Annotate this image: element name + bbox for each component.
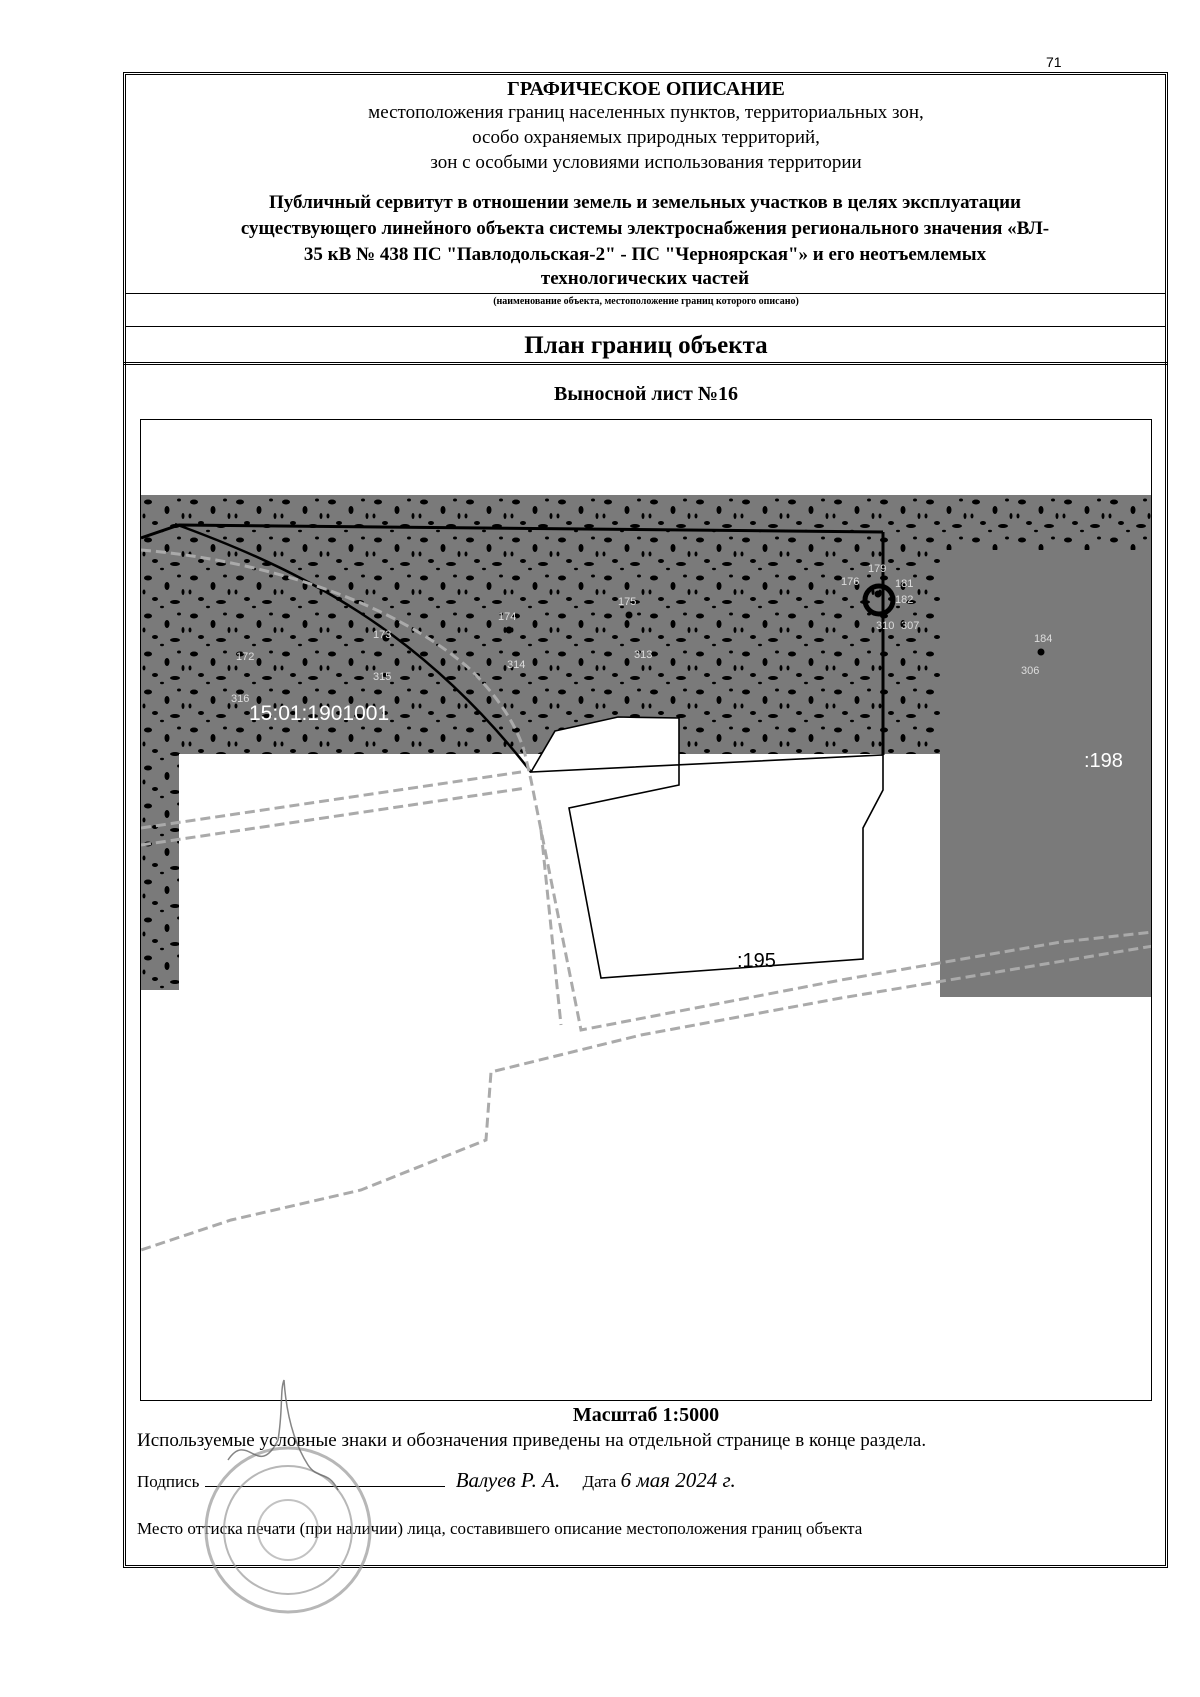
parcel-195-boundary (531, 717, 883, 978)
point-label: 310 (876, 620, 895, 632)
cadastral-block-label: 15:01:1901001 (249, 702, 390, 725)
object-name-line-4: технологических частей (540, 268, 750, 289)
point-label: 181 (895, 578, 914, 590)
object-name-line-3: 35 кВ № 438 ПС "Павлодольская-2" - ПС "Черноярская"» и его неотъемлемых (303, 244, 987, 265)
servitude-boundary (141, 772, 521, 828)
signer-name: Валуев Р. А. (455, 1468, 561, 1492)
date-value: 6 мая 2024 г. (620, 1468, 736, 1492)
subtitle-line-2: особо охраняемых природных территорий, (472, 127, 820, 148)
point-label: 175 (618, 596, 637, 608)
point-label: 182 (895, 594, 914, 606)
parcel-label: :195 (737, 950, 776, 972)
object-name-line-1: Публичный сервитут в отношении земель и земельных участков в целях эксплуатации (269, 192, 1021, 213)
map-scale: Масштаб 1:5000 (572, 1404, 720, 1426)
subtitle-line-3: зон с особыми условиями использования территории (430, 152, 862, 173)
parcel-198-area (940, 550, 1152, 997)
point-label: 316 (231, 693, 250, 705)
map-drawing (141, 420, 1152, 1401)
point-label: 176 (841, 576, 860, 588)
sheet-title: Выносной лист №16 (554, 383, 738, 405)
point-label: 173 (373, 629, 392, 641)
servitude-boundary (141, 788, 526, 845)
point-label: 174 (498, 611, 517, 623)
map-plan (140, 419, 1152, 1401)
document-title: ГРАФИЧЕСКОЕ ОПИСАНИЕ (507, 78, 785, 100)
signature-label: Подпись (137, 1472, 200, 1491)
stamp-note: Место оттиска печати (при наличии) лица, составившего описание местоположения границ объекта (137, 1519, 863, 1538)
point-label: 315 (373, 671, 392, 683)
legend-note: Используемые условные знаки и обозначения приведены на отдельной странице в конце раздела. (137, 1430, 927, 1451)
survey-point (626, 612, 633, 619)
survey-point (1038, 649, 1045, 656)
point-label: 184 (1034, 633, 1053, 645)
servitude-boundary (541, 830, 561, 1025)
divider (126, 293, 1166, 294)
point-label: 307 (901, 620, 920, 632)
parcel-label: :198 (1084, 750, 1123, 772)
point-label: 314 (507, 659, 526, 671)
page-number: 71 (1046, 54, 1062, 70)
seal-stamp-image (188, 1370, 388, 1620)
subtitle-line-1: местоположения границ населенных пунктов, территориальных зон, (368, 102, 924, 123)
point-label: 313 (634, 649, 653, 661)
survey-point (506, 627, 513, 634)
survey-point (875, 591, 882, 598)
point-label: 306 (1021, 665, 1040, 677)
point-label: 179 (868, 563, 887, 575)
plan-title: План границ объекта (524, 332, 768, 359)
divider (123, 362, 1168, 365)
point-label: 172 (236, 651, 255, 663)
object-caption: (наименование объекта, местоположение границ которого описано) (493, 296, 799, 307)
object-name-line-2: существующего линейного объекта системы электроснабжения регионального значения «ВЛ- (240, 218, 1050, 239)
date-label: Дата (582, 1472, 617, 1491)
divider (126, 326, 1166, 327)
